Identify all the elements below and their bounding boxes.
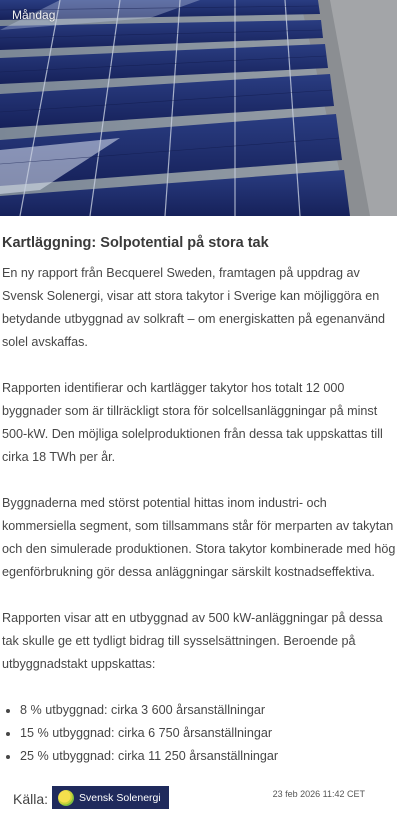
article-paragraph: Byggnaderna med störst potential hittas inom industri- och kommersiella segment, som tillsammans står för merparten av takytan och den simulerade produktionen. Stora takytor kombinerade med hög egenförbrukning gör dessa anläggningar särskilt kostnadseffektiva. bbox=[2, 496, 396, 579]
article-paragraph: En ny rapport från Becquerel Sweden, framtagen på uppdrag av Svensk Solenergi, visar att stora takytor i Sverige kan möjliggöra en betydande utbyggnad av solkraft – om energiskatten på egenanvänd solel avskaffas. bbox=[2, 266, 385, 349]
source-logo-link[interactable] bbox=[52, 786, 169, 809]
source-label: Källa: bbox=[13, 791, 49, 807]
hero-image bbox=[0, 0, 397, 216]
publish-date: 23 feb 2026 11:42 CET bbox=[272, 789, 365, 799]
list-item: • 25 % utbyggnad: cirka 11 250 årsanställningar bbox=[20, 745, 397, 768]
employment-list bbox=[2, 699, 397, 768]
source-logo-text: Svensk Solenergi bbox=[79, 791, 161, 804]
day-label: Måndag bbox=[12, 8, 56, 22]
list-item: • 8 % utbyggnad: cirka 3 600 årsanställningar bbox=[20, 699, 397, 722]
article-paragraph: Rapporten visar att en utbyggnad av 500 kW-anläggningar på dessa tak skulle ge ett tydligt bidrag till sysselsättningen. Beroende på utbyggnadstakt uppskattas: bbox=[2, 611, 383, 671]
list-item: • 15 % utbyggnad: cirka 6 750 årsanställningar bbox=[20, 722, 397, 745]
article-footer bbox=[0, 786, 397, 810]
solar-panel-roof-image bbox=[0, 0, 397, 216]
sun-logo-icon bbox=[58, 790, 74, 806]
article-body bbox=[2, 262, 397, 768]
article-title: Kartläggning: Solpotential på stora tak bbox=[2, 235, 269, 251]
article-paragraph: Rapporten identifierar och kartlägger takytor hos totalt 12 000 byggnader som är tillräckligt stora för solcellsanläggningar på minst 500-kW. Den möjliga solelproduktionen från dessa tak uppskattas till cirka 18 TWh per år. bbox=[2, 381, 383, 464]
